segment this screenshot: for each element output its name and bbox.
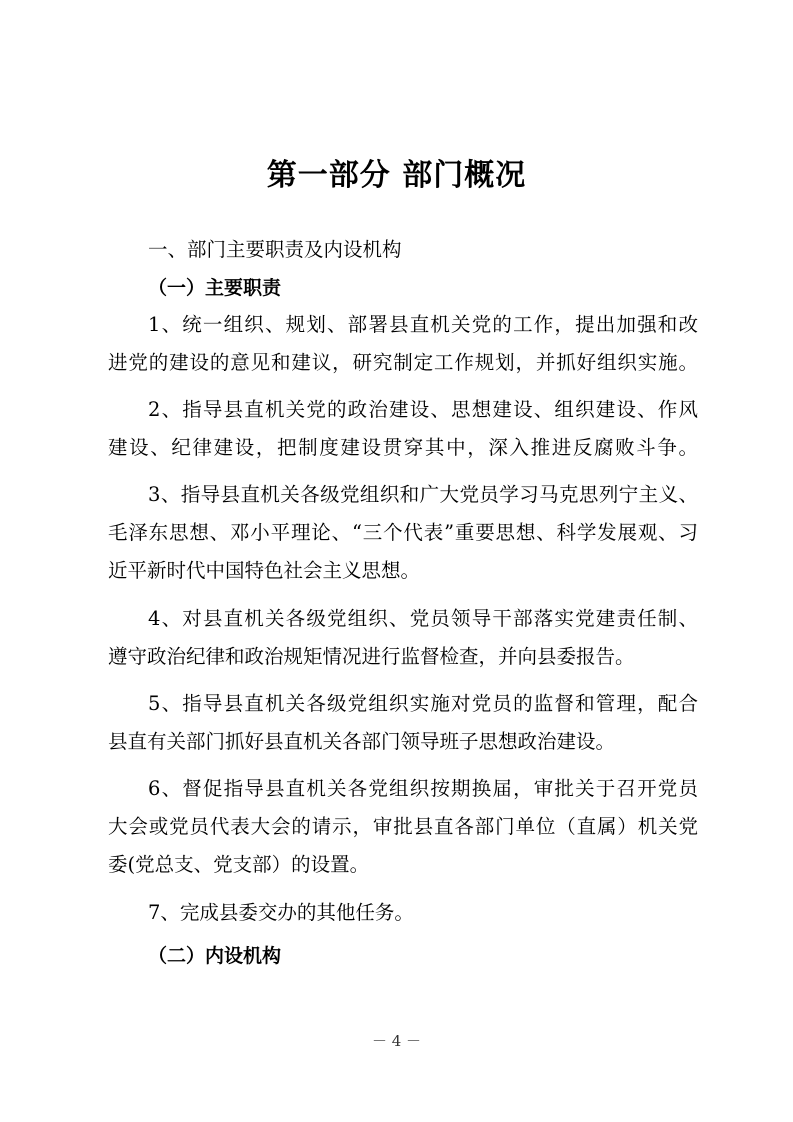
paragraph-line: 毛泽东思想、邓小平理论、“三个代表”重要思想、科学发展观、习 (108, 521, 698, 544)
paragraph-line: 进党的建设的意见和建议，研究制定工作规划，并抓好组织实施。 (108, 351, 698, 374)
paragraph-line: 2、指导县直机关党的政治建设、思想建设、组织建设、作风 (148, 398, 698, 421)
page-title: 第一部分 部门概况 (266, 158, 527, 193)
section-heading: 一、部门主要职责及内设机构 (148, 238, 402, 261)
subheading-internal-structure: （二）内设机构 (148, 945, 282, 967)
subheading-main-duties: （一）主要职责 (148, 277, 282, 299)
page-number: － 4 － (371, 1032, 422, 1050)
paragraph-line: 委(党总支、党支部）的设置。 (108, 853, 370, 876)
paragraph-line: 建设、纪律建设，把制度建设贯穿其中，深入推进反腐败斗争。 (108, 436, 698, 459)
paragraph-line: 3、指导县直机关各级党组织和广大党员学习马克思列宁主义、 (148, 483, 698, 506)
paragraph-line: 大会或党员代表大会的请示，审批县直各部门单位（直属）机关党 (108, 815, 698, 838)
paragraph-line: 近平新时代中国特色社会主义思想。 (108, 559, 421, 582)
paragraph-line: 县直有关部门抓好县直机关各部门领导班子思想政治建设。 (108, 730, 616, 753)
paragraph-line: 5、指导县直机关各级党组织实施对党员的监督和管理，配合 (148, 692, 698, 715)
paragraph-line: 1、统一组织、规划、部署县直机关党的工作，提出加强和改 (148, 313, 698, 336)
paragraph-line: 遵守政治纪律和政治规矩情况进行监督检查，并向县委报告。 (108, 645, 635, 668)
paragraph-line: 7、完成县委交办的其他任务。 (148, 901, 414, 924)
paragraph-line: 6、督促指导县直机关各党组织按期换届，审批关于召开党员 (148, 777, 698, 800)
paragraph-line: 4、对县直机关各级党组织、党员领导干部落实党建责任制、 (148, 607, 698, 630)
